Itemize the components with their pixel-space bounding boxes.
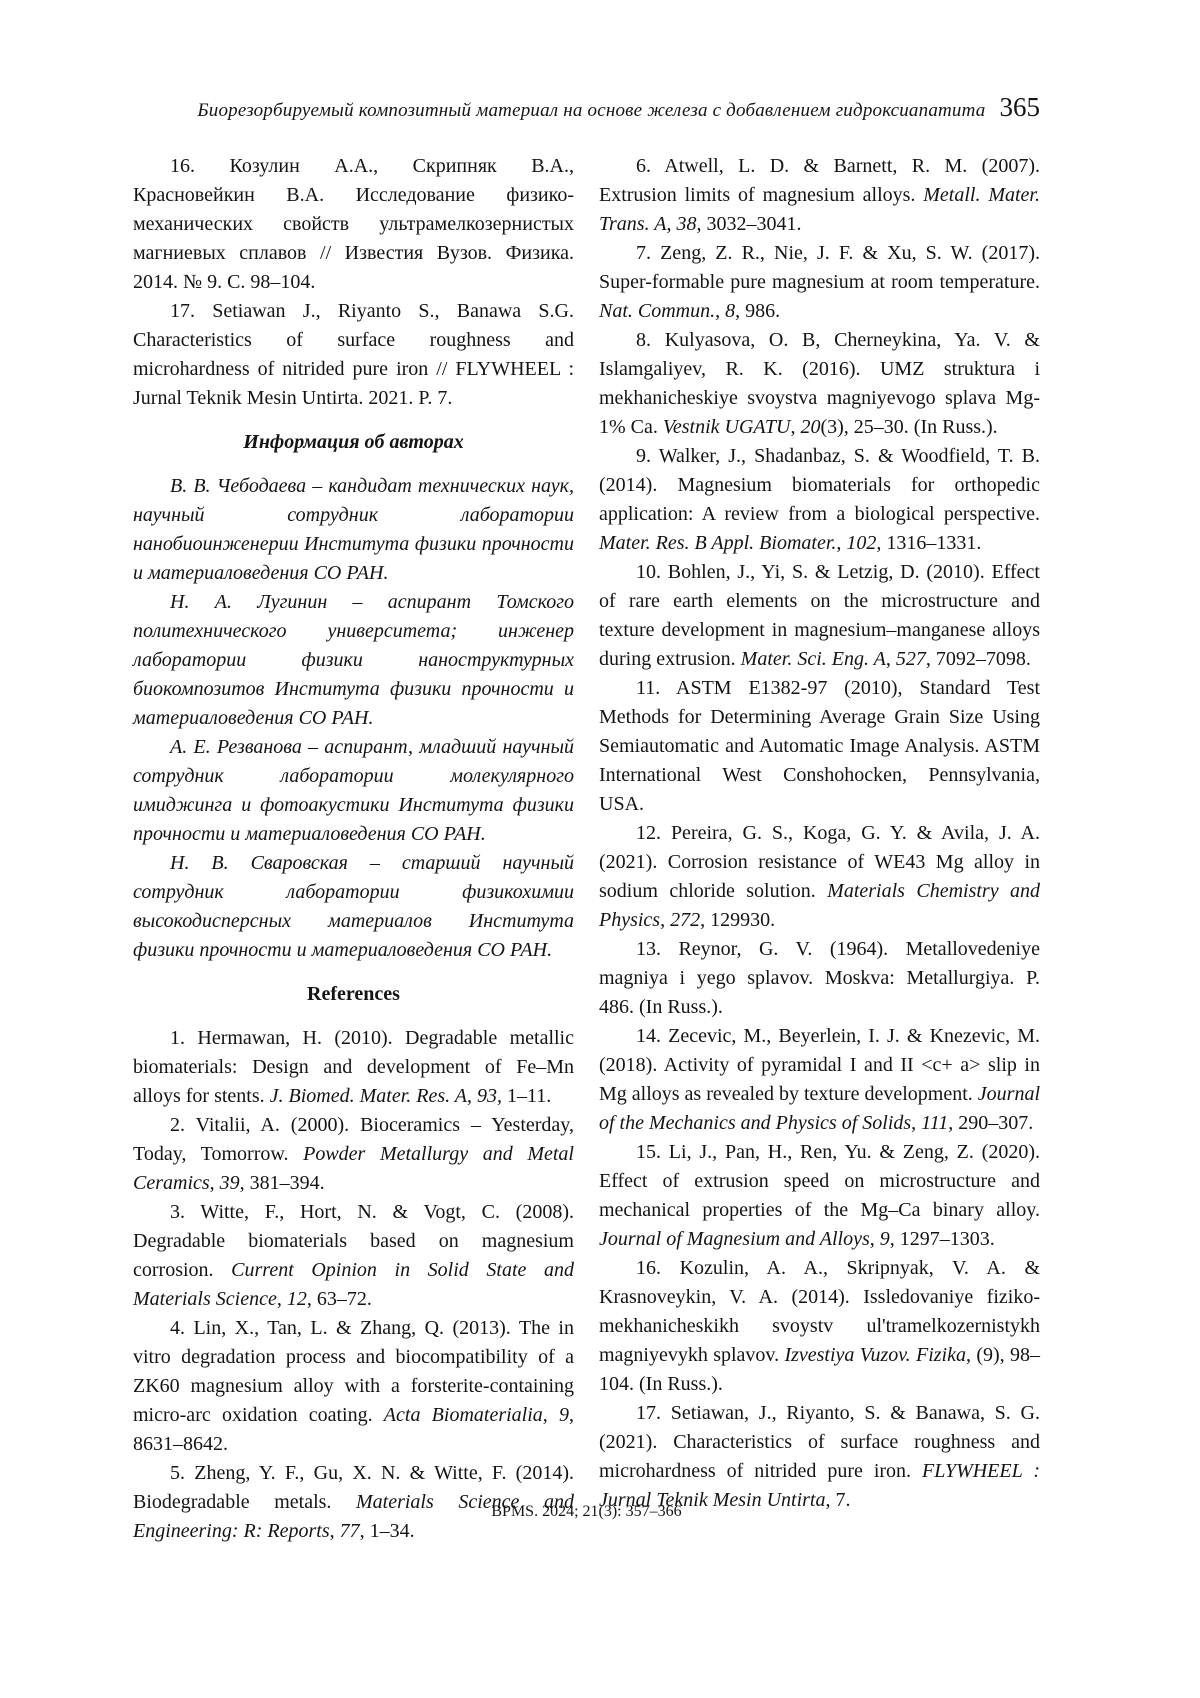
running-title: Биорезорбируемый композитный материал на основе железа с добавлением гидроксиапатита — [197, 100, 986, 121]
reference-item — [133, 1024, 574, 1111]
text-segment: (3), 25–30. (In Russ.). — [820, 416, 998, 438]
text-segment: 8 — [725, 300, 736, 322]
reference-item — [599, 1138, 1040, 1254]
reference-item — [599, 1022, 1040, 1138]
page-content — [133, 152, 1040, 1546]
text-segment: , — [660, 909, 671, 931]
text-segment: 14. Zecevic, M., Beyerlein, I. J. & Knezevic, M. (2018). Activity of pyramidal I and II <c+ a> slip in Mg alloys as revealed by texture development. — [599, 1025, 1040, 1105]
text-segment: , — [885, 648, 896, 670]
text-segment: , 290–307. — [948, 1112, 1034, 1134]
text-segment: , — [329, 1520, 340, 1542]
text-segment: 7. Zeng, Z. R., Nie, J. F. & Xu, S. W. (2017). Super-formable pure magnesium at room temperature. — [599, 242, 1040, 293]
page-footer — [133, 1502, 1040, 1521]
text-segment: , — [790, 416, 801, 438]
author-info-paragraph — [133, 849, 574, 965]
page-header — [133, 94, 1040, 122]
text-segment: 12 — [286, 1288, 307, 1310]
text-segment: 272 — [670, 909, 701, 931]
section-heading — [133, 428, 574, 457]
text-segment: 17. Setiawan J., Riyanto S., Banawa S.G. Characteristics of surface roughness and microhardness of nitrided pure iron // FLYWHEEL : Jurnal Teknik Mesin Untirta. 2021. P. 7. — [133, 300, 574, 409]
text-segment: , 381–394. — [239, 1172, 325, 1194]
author-info-paragraph — [133, 733, 574, 849]
text-segment: 9 — [559, 1404, 569, 1426]
text-segment: 16. Kozulin, A. A., Skripnyak, V. A. & Krasnoveykin, V. A. (2014). Issledovaniye fiziko-mekhanicheskikh svoystv ul'tramelkozernistykh magniyevykh splavov. — [599, 1257, 1040, 1366]
reference-item — [599, 442, 1040, 558]
text-segment: , — [542, 1404, 559, 1426]
reference-item — [133, 297, 574, 413]
text-segment: 111 — [921, 1112, 949, 1134]
text-segment: , — [666, 213, 677, 235]
author-info-paragraph — [133, 472, 574, 588]
text-segment: , — [869, 1228, 880, 1250]
text-segment: 12. Pereira, G. S., Koga, G. Y. & Avila, J. A. (2021). Corrosion resistance of WE43 Mg alloy in sodium chloride solution. — [599, 822, 1040, 902]
text-segment: , — [276, 1288, 287, 1310]
reference-item — [133, 1198, 574, 1314]
text-segment: 102 — [846, 532, 877, 554]
text-segment: 38 — [676, 213, 697, 235]
text-segment: 4. Lin, X., Tan, L. & Zhang, Q. (2013). The in vitro degradation process and biocompatibility of a ZK60 magnesium alloy with a forsterite-containing micro-arc oxidation coating. — [133, 1317, 574, 1426]
text-segment: Mater. Res. B Appl. Biomater. — [599, 532, 837, 554]
text-segment: 1. Hermawan, H. (2010). Degradable metallic biomaterials: Design and development of Fe–Mn alloys for stents. — [133, 1027, 574, 1107]
text-segment: FLYWHEEL : Jurnal Teknik Mesin Untirta — [599, 1460, 1040, 1511]
text-segment: В. В. Чебодаева – кандидат технических наук, научный сотрудник лаборатории нанобиоинженерии Института физики прочности и материаловедения СО РАН. — [133, 475, 574, 584]
text-segment: 77 — [339, 1520, 360, 1542]
text-segment: Н. В. Сваровская – старший научный сотрудник лаборатории физикохимии высокодисперсных материалов Института физики прочности и материаловедения СО РАН. — [133, 852, 574, 961]
text-segment: , 7. — [825, 1489, 851, 1511]
reference-item — [599, 1254, 1040, 1399]
text-segment: 2. Vitalii, A. (2000). Bioceramics – Yesterday, Today, Tomorrow. — [133, 1114, 574, 1165]
journal-citation: BPMS. 2024; 21(3): 357–366 — [491, 1503, 682, 1520]
reference-item — [599, 674, 1040, 819]
reference-item — [599, 558, 1040, 674]
text-segment: 16. Козулин А.А., Скрипняк В.А., Красновейкин В.А. Исследование физико-механических свойств ультрамелкозернистых магниевых сплавов // Известия Вузов. Физика. 2014. № 9. С. 98–104. — [133, 155, 574, 293]
text-segment: Materials Chemistry and Physics — [599, 880, 1040, 931]
text-segment: , — [209, 1172, 220, 1194]
text-segment: , 63–72. — [306, 1288, 372, 1310]
text-segment: 39 — [219, 1172, 240, 1194]
text-segment: 10. Bohlen, J., Yi, S. & Letzig, D. (2010). Effect of rare earth elements on the microstructure and texture development in magnesium–manganese alloys during extrusion. — [599, 561, 1040, 670]
text-segment: References — [307, 983, 400, 1005]
text-segment: , (9), 98–104. (In Russ.). — [599, 1344, 1040, 1395]
reference-item — [599, 326, 1040, 442]
reference-item — [599, 1399, 1040, 1515]
text-segment: Journal of Magnesium and Alloys — [599, 1228, 870, 1250]
reference-item — [133, 152, 574, 297]
text-segment: 17. Setiawan, J., Riyanto, S. & Banawa, S. G. (2021). Characteristics of surface roughness and microhardness of nitrided pure iron. — [599, 1402, 1040, 1482]
text-segment: 20 — [800, 416, 821, 438]
text-segment: Acta Biomaterialia — [383, 1404, 543, 1426]
text-segment: Metall. Mater. Trans. A — [599, 184, 1040, 235]
reference-item — [599, 152, 1040, 239]
text-segment: 93 — [477, 1085, 498, 1107]
text-segment: 9. Walker, J., Shadanbaz, S. & Woodfield, T. B. (2014). Magnesium biomaterials for orthopedic application: A review from a biological perspective. — [599, 445, 1040, 525]
reference-item — [133, 1314, 574, 1459]
text-segment: 6. Atwell, L. D. & Barnett, R. M. (2007). Extrusion limits of magnesium alloys. — [599, 155, 1040, 206]
text-segment: 15. Li, J., Pan, H., Ren, Yu. & Zeng, Z. (2020). Effect of extrusion speed on microstructure and mechanical properties of the Mg–Ca binary alloy. — [599, 1141, 1040, 1221]
text-segment: , 129930. — [700, 909, 776, 931]
reference-item — [599, 819, 1040, 935]
reference-item — [599, 239, 1040, 326]
text-segment: , — [715, 300, 726, 322]
right-column — [599, 152, 1040, 1546]
text-segment: Nat. Commun. — [599, 300, 716, 322]
text-segment: , — [911, 1112, 922, 1134]
text-segment: 5. Zheng, Y. F., Gu, X. N. & Witte, F. (2014). Biodegradable metals. — [133, 1462, 574, 1513]
text-segment: , 1–11. — [497, 1085, 552, 1107]
text-segment: , — [467, 1085, 478, 1107]
text-segment: , 7092–7098. — [925, 648, 1031, 670]
reference-item — [599, 935, 1040, 1022]
text-segment: , — [836, 532, 847, 554]
text-segment: 11. ASTM E1382-97 (2010), Standard Test Methods for Determining Average Grain Size Using Semiautomatic and Automatic Image Analysis. ASTM International West Conshohocken, Pennsylvania, USA. — [599, 677, 1040, 815]
text-segment: Journal of the Mechanics and Physics of Solids — [599, 1083, 1040, 1134]
text-segment: 8. Kulyasova, O. B, Cherneykina, Ya. V. & Islamgaliyev, R. K. (2016). UMZ struktura i mekhanicheskiye svoystva magniyevogo splava Mg-1% Ca. — [599, 329, 1040, 438]
text-segment: А. Е. Резванова – аспирант, младший научный сотрудник лаборатории молекулярного имиджинга и фотоакустики Института физики прочности и материаловедения СО РАН. — [133, 736, 574, 845]
text-segment: Информация об авторах — [243, 431, 464, 453]
reference-item — [133, 1111, 574, 1198]
left-column — [133, 152, 574, 1546]
text-segment: Mater. Sci. Eng. A — [740, 648, 886, 670]
text-segment: , 8631–8642. — [133, 1404, 574, 1455]
text-segment: Н. А. Лугинин – аспирант Томского политехнического университета; инженер лаборатории физики наноструктурных биокомпозитов Института физики прочности и материаловедения СО РАН. — [133, 591, 574, 729]
author-info-paragraph — [133, 588, 574, 733]
section-heading — [133, 980, 574, 1009]
text-segment: , 1–34. — [359, 1520, 415, 1542]
text-segment: Powder Metallurgy and Metal Ceramics — [133, 1143, 574, 1194]
text-segment: J. Biomed. Mater. Res. A — [269, 1085, 468, 1107]
text-segment: , 1297–1303. — [889, 1228, 995, 1250]
text-segment: Current Opinion in Solid State and Materials Science — [133, 1259, 574, 1310]
page-number: 365 — [999, 92, 1040, 122]
text-segment: 13. Reynor, G. V. (1964). Metallovedeniye magniya i yego splavov. Moskva: Metallurgiya. P. 486. (In Russ.). — [599, 938, 1040, 1018]
text-segment: Izvestiya Vuzov. Fizika — [784, 1344, 966, 1366]
text-segment: 9 — [879, 1228, 890, 1250]
text-segment: Materials Science and Engineering: R: Reports — [133, 1491, 575, 1542]
text-segment: , 3032–3041. — [696, 213, 802, 235]
text-segment: , 986. — [735, 300, 781, 322]
text-segment: , 1316–1331. — [876, 532, 982, 554]
text-segment: 3. Witte, F., Hort, N. & Vogt, C. (2008). Degradable biomaterials based on magnesium corrosion. — [133, 1201, 574, 1281]
text-segment: 527 — [895, 648, 926, 670]
text-segment: Vestnik UGATU — [662, 416, 791, 438]
